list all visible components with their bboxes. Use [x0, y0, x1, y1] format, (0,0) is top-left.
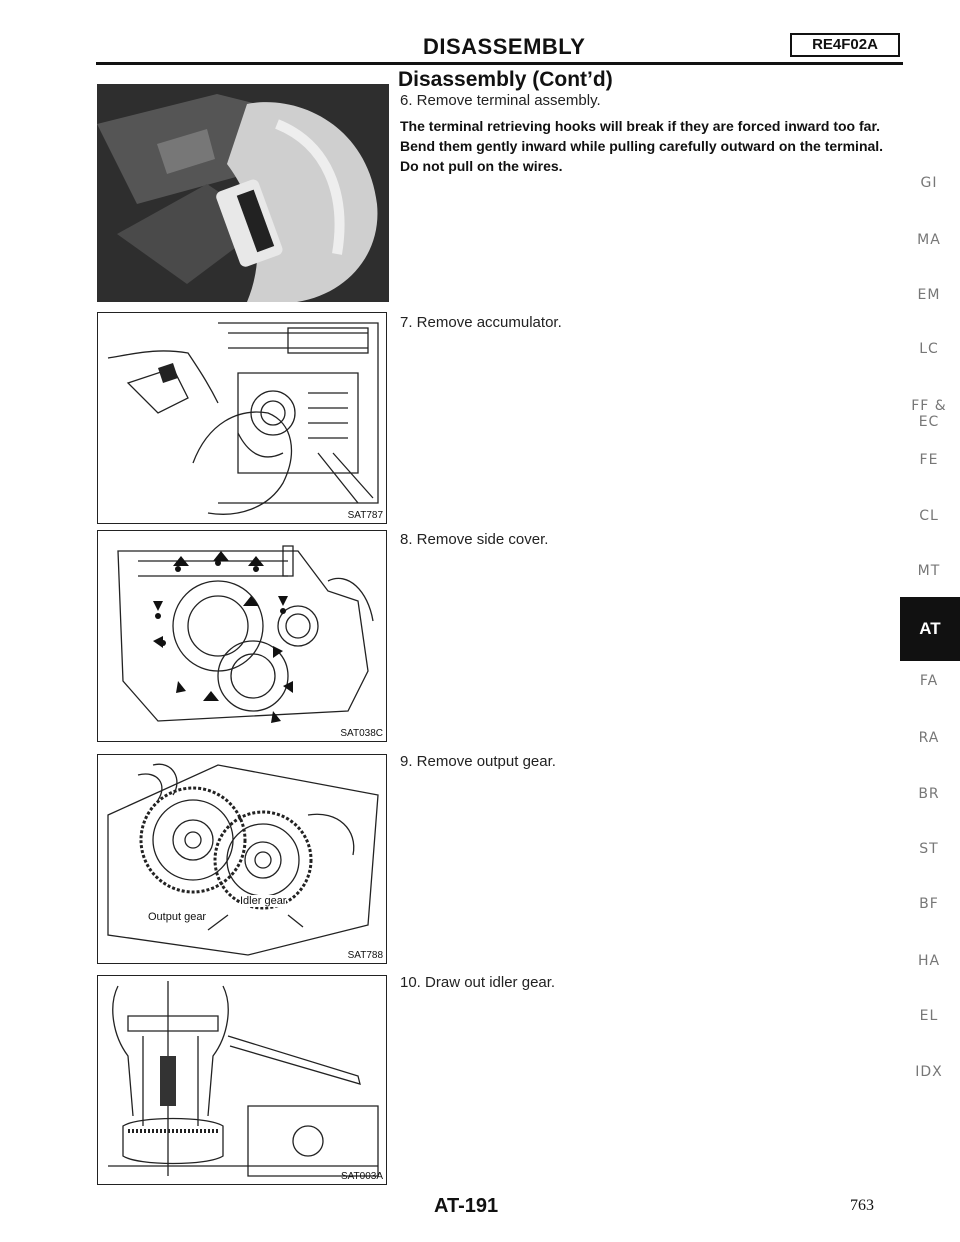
side-tab-at-active[interactable]: AT: [900, 597, 960, 661]
label-output-gear: Output gear: [148, 911, 207, 923]
side-tab-idx[interactable]: IDX: [915, 1064, 943, 1080]
side-tab-ff[interactable]: FF &: [911, 398, 947, 414]
figure-code: SAT788: [347, 950, 383, 961]
figure-code: SAT038C: [340, 728, 383, 739]
side-tab-br[interactable]: BR: [918, 786, 940, 802]
figure-idler-gear-puller: [97, 975, 387, 1185]
side-tab-fe[interactable]: FE: [919, 452, 939, 468]
side-tab-mt[interactable]: MT: [917, 563, 941, 579]
step-7: 7. Remove accumulator.: [400, 314, 562, 331]
side-tab-fa[interactable]: FA: [919, 673, 939, 689]
header-rule: [96, 62, 903, 65]
label-idler-gear: Idler gear: [240, 895, 287, 907]
step-9: 9. Remove output gear.: [400, 753, 556, 770]
figure-code: SAT787: [347, 510, 383, 521]
step-8: 8. Remove side cover.: [400, 531, 549, 548]
figure-side-cover: [97, 530, 387, 742]
side-tab-gi[interactable]: GI: [920, 175, 938, 191]
figure-code: SAT003A: [340, 1171, 383, 1182]
figure-accumulator: [97, 312, 387, 524]
page-number: 763: [850, 1197, 874, 1214]
page-code: AT-191: [434, 1195, 499, 1217]
photo-terminal-removal: [97, 84, 389, 302]
side-tab-bf[interactable]: BF: [919, 896, 939, 912]
side-tab-ec[interactable]: EC: [918, 414, 940, 430]
step-10: 10. Draw out idler gear.: [400, 974, 556, 991]
section-title: Disassembly (Cont’d): [398, 68, 613, 91]
side-tab-el[interactable]: EL: [919, 1008, 939, 1024]
side-tab-em[interactable]: EM: [917, 287, 941, 303]
side-tab-lc[interactable]: LC: [919, 341, 939, 357]
figure-output-gear: [97, 754, 387, 964]
step-6: 6. Remove terminal assembly.: [400, 92, 601, 109]
side-tab-ma[interactable]: MA: [917, 232, 941, 248]
side-tab-cl[interactable]: CL: [919, 508, 939, 524]
warning-note: The terminal retrieving hooks will break if they are forced inward too far. Bend them gently inward while pulling carefully outward on the terminal. Do not pull on the wires.: [400, 118, 884, 174]
side-tab-st[interactable]: ST: [919, 841, 939, 857]
side-tab-ra[interactable]: RA: [918, 730, 940, 746]
page-title: DISASSEMBLY: [423, 34, 586, 59]
model-badge: RE4F02A: [790, 33, 900, 57]
side-tab-ha[interactable]: HA: [917, 953, 941, 969]
